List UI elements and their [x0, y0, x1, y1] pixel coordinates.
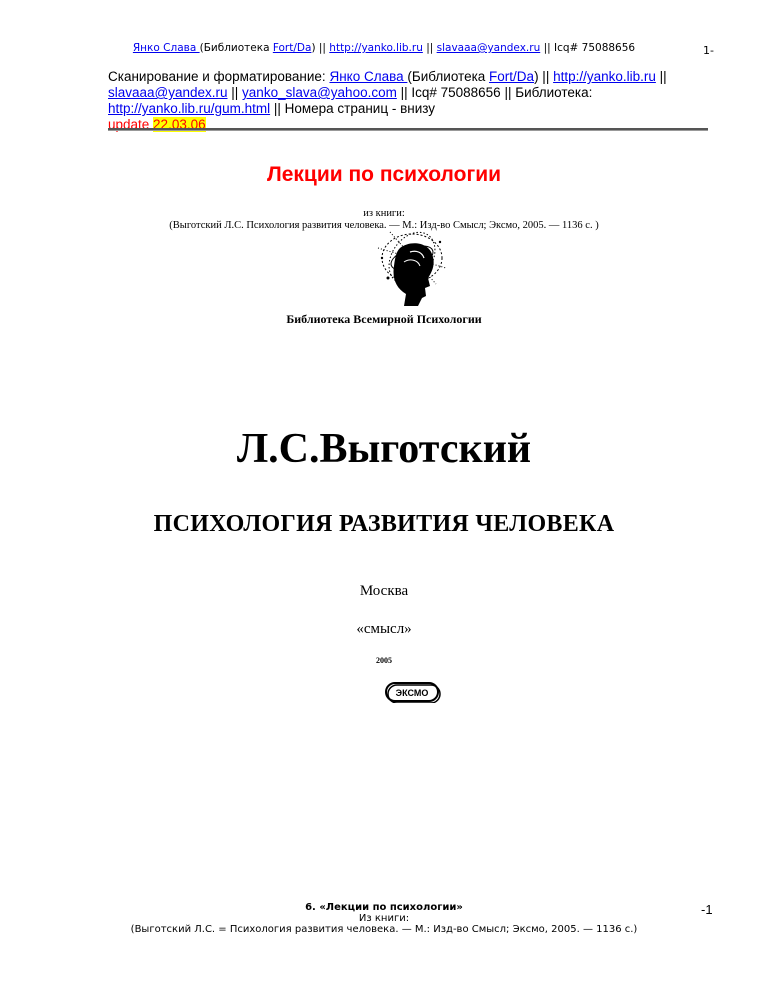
from-book-label: из книги: — [363, 208, 405, 219]
eksmo-logo-text: ЭКСМО — [395, 688, 429, 698]
email-link[interactable]: slavaaa@yandex.ru — [436, 42, 541, 54]
divider — [108, 128, 708, 131]
credits-email1-link[interactable]: slavaaa@yandex.ru — [108, 85, 228, 100]
book-reference: (Выготский Л.С. Психология развития человека. — М.: Изд-во Смысл; Эксмо, 2005. — 1136 с. ) — [169, 220, 599, 231]
credits-separator: ) || — [534, 69, 554, 84]
footer-title: 6. «Лекции по психологии» — [305, 902, 463, 913]
credits-site-link[interactable]: http://yanko.lib.ru — [553, 69, 656, 84]
publication-city: Москва — [359, 583, 409, 599]
fortda-link[interactable]: Fort/Da — [272, 42, 312, 54]
footer-from-book: Из книги: — [358, 913, 410, 924]
credits-author-link[interactable]: Янко Слава — [329, 69, 408, 84]
scan-credits — [108, 69, 708, 133]
credits-fortda-link[interactable]: Fort/Da — [489, 69, 535, 84]
credits-page-note: || Номера страниц - внизу — [270, 101, 436, 116]
update-date: 22.03.06 — [153, 117, 206, 132]
credits-library-text: (Библиотека — [407, 69, 490, 84]
credits-separator: || — [227, 85, 243, 100]
eksmo-logo-icon — [385, 681, 441, 703]
header-icq: || Icq# 75088656 — [540, 42, 636, 54]
site-link[interactable]: http://yanko.lib.ru — [329, 42, 423, 54]
publisher-name: «смысл» — [356, 621, 412, 637]
head-logo-icon — [370, 228, 448, 308]
author-link[interactable]: Янко Слава — [132, 42, 200, 54]
credits-icq: || Icq# 75088656 || Библиотека: — [396, 85, 593, 100]
page-number-top: 1- — [703, 44, 714, 57]
footer-book-reference: (Выготский Л.С. = Психология развития человека. — М.: Изд-во Смысл; Эксмо, 2005. — 1136 с.) — [130, 924, 638, 935]
book-author: Л.С.Выготский — [236, 426, 532, 472]
library-name: Библиотека Всемирной Психологии — [286, 312, 482, 326]
header-separator: ) || — [311, 42, 330, 54]
page-number-bottom: -1 — [701, 902, 713, 917]
publication-year: 2005 — [376, 656, 392, 665]
credits-gum-link[interactable]: http://yanko.lib.ru/gum.html — [108, 101, 271, 116]
running-header — [0, 42, 768, 54]
header-separator: || — [422, 42, 437, 54]
credits-email2-link[interactable]: yanko_slava@yahoo.com — [242, 85, 397, 100]
credits-prefix: Сканирование и форматирование: — [108, 69, 330, 84]
lectures-title: Лекции по психологии — [266, 163, 502, 186]
book-title: ПСИХОЛОГИЯ РАЗВИТИЯ ЧЕЛОВЕКА — [153, 511, 615, 537]
update-label: update — [108, 117, 154, 132]
credits-separator: || — [655, 69, 667, 84]
header-library-text: (Библиотека — [199, 42, 273, 54]
